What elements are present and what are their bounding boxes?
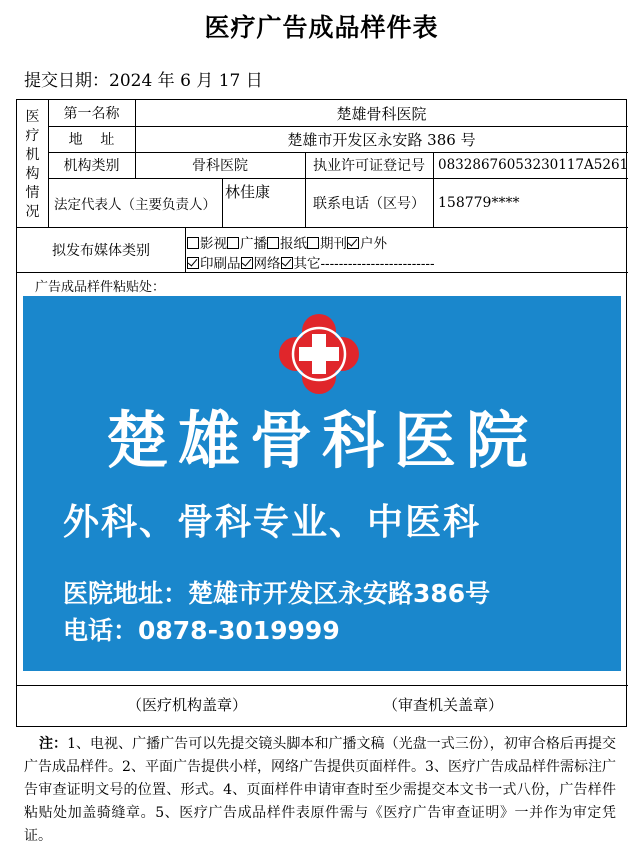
license-label: 执业许可证登记号 — [313, 158, 425, 174]
col-divider — [185, 227, 186, 272]
note-body: 1、电视、广播广告可以先提交镜头脚本和广播文稿（光盘一式三份），初审合格后再提交广告成品样件。2、平面广告提供小样，网络广告提供页面样件。3、医疗广告成品样件需标注广告审查证明文号的位置、形式。4、页面样件申请审查时至少需提交本文书一式八份，广告样件粘贴处加盖骑缝章。5、医疗广告成品样件表原件需与《医疗广告审查证明》一并作为审定凭证。 — [24, 736, 617, 844]
checkbox-newspaper[interactable] — [267, 237, 279, 249]
form-table — [16, 99, 627, 727]
checkbox-outdoor[interactable] — [347, 237, 359, 249]
media-option[interactable]: 网络 — [241, 256, 281, 272]
category-label: 机构类别 — [63, 158, 120, 174]
banner-address: 医院地址：楚雄市开发区永安路386号 — [63, 579, 491, 608]
banner-phone: 电话：0878-3019999 — [63, 616, 340, 645]
paste-area-label: 广告成品样件粘贴处： — [35, 280, 166, 295]
banner-specialties: 外科、骨科专业、中医科 — [63, 502, 482, 543]
checkbox-internet[interactable] — [241, 257, 253, 269]
name-value: 楚雄骨科医院 — [336, 104, 427, 123]
address-value: 楚雄市开发区永安路 386 号 — [287, 130, 476, 149]
checkbox-tv[interactable] — [187, 237, 199, 249]
media-options-row-1 — [187, 232, 387, 252]
submission-date: 提交日期：2024 年 6 月 17 日 — [24, 71, 263, 91]
checkbox-periodical[interactable] — [307, 237, 319, 249]
row-divider — [17, 272, 628, 273]
media-option[interactable]: 期刊 — [307, 236, 347, 252]
media-options-row-2 — [187, 252, 435, 272]
media-option[interactable]: 印刷品 — [187, 256, 241, 272]
other-blank-line: ------------------------- — [320, 256, 435, 272]
checkbox-other[interactable] — [281, 257, 293, 269]
legal-rep-label: 法定代表人（主要负责人） — [54, 196, 216, 213]
legal-rep-value: 林佳康 — [225, 183, 271, 201]
row-divider — [17, 685, 628, 686]
checkbox-radio[interactable] — [227, 237, 239, 249]
category-value: 骨科医院 — [192, 158, 248, 174]
institution-seal-label: （医疗机构盖章） — [127, 696, 248, 714]
page-title: 医疗广告成品样件表 — [204, 13, 439, 42]
media-label: 拟发布媒体类别 — [52, 242, 150, 259]
red-cross-logo-icon — [277, 314, 361, 394]
media-option[interactable]: 其它 — [281, 256, 321, 272]
banner-hospital-name: 楚雄骨科医院 — [105, 404, 538, 477]
address-label: 地 址 — [68, 132, 115, 148]
media-option[interactable]: 报纸 — [267, 236, 307, 252]
footnote — [24, 733, 616, 848]
phone-value: 158779**** — [438, 194, 520, 211]
note-head: 注： — [39, 736, 68, 752]
media-option[interactable]: 户外 — [347, 236, 387, 252]
checkbox-print[interactable] — [187, 257, 199, 269]
review-seal-label: （审查机关盖章） — [383, 696, 504, 714]
license-value: 08328676053230117A5261 — [438, 157, 629, 173]
ad-banner-image — [23, 296, 621, 671]
institution-info-side-label: 医 疗 机 构 情 况 — [25, 109, 40, 220]
media-option[interactable]: 广播 — [227, 236, 267, 252]
phone-label: 联系电话（区号） — [313, 195, 425, 212]
name-label: 第一名称 — [63, 106, 120, 122]
media-option[interactable]: 影视 — [187, 236, 227, 252]
